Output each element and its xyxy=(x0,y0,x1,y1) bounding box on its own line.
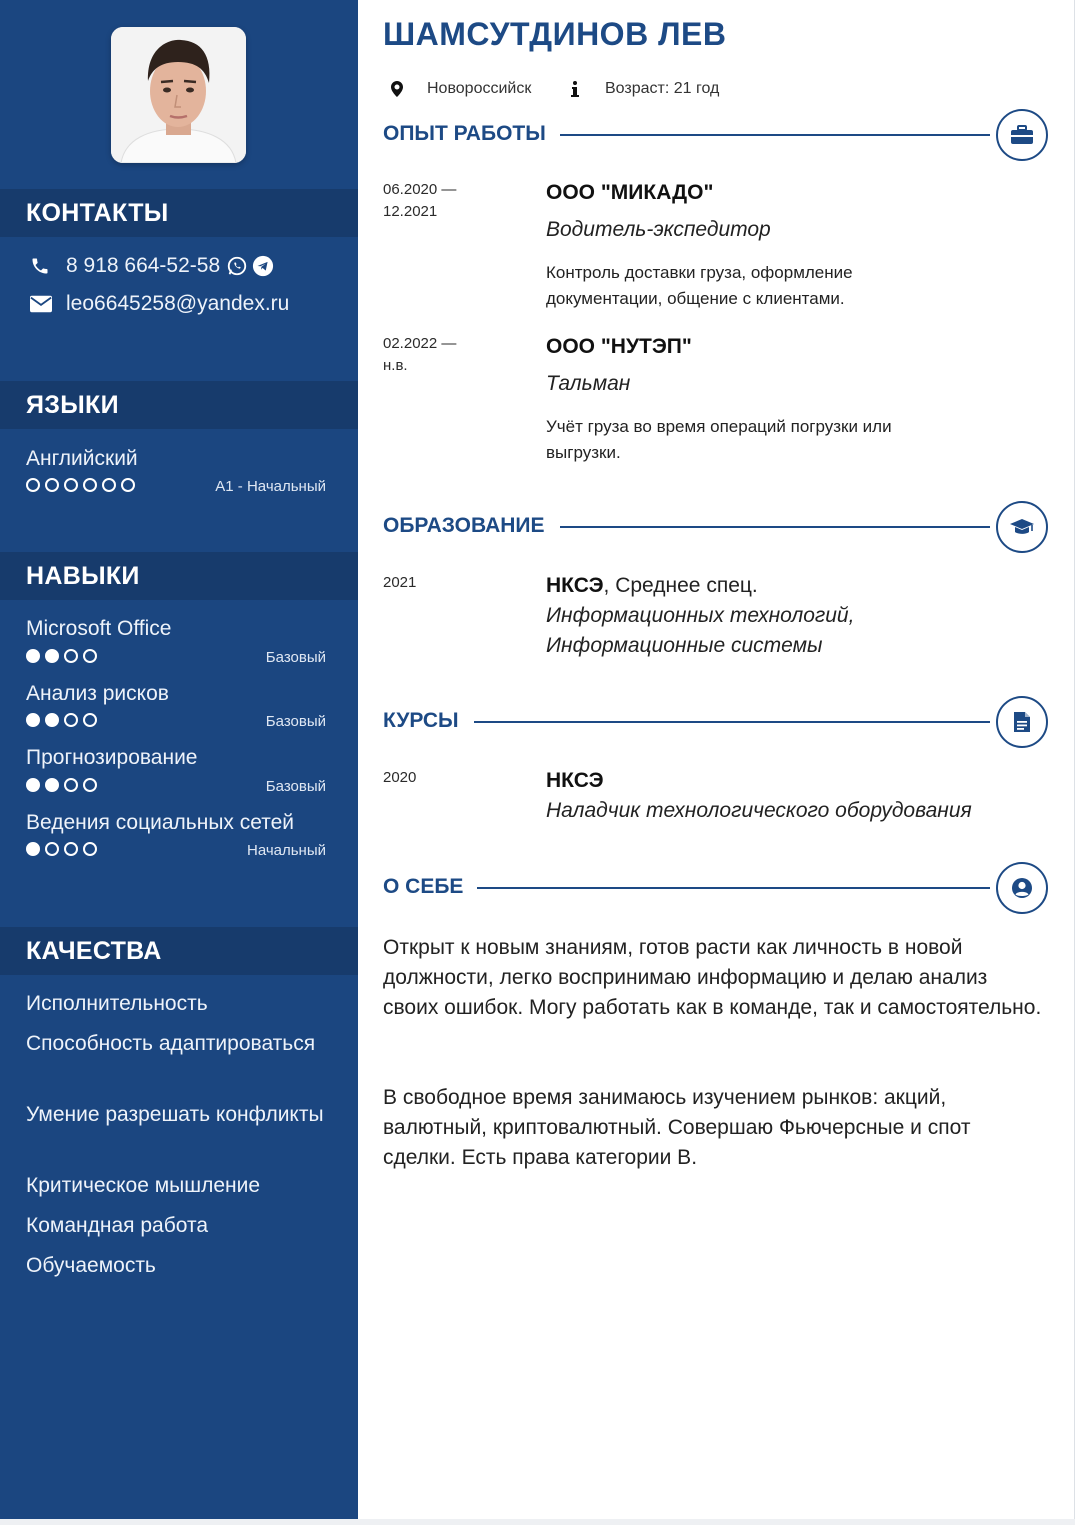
course-year: 2020 xyxy=(383,769,417,786)
skill-level: Базовый xyxy=(265,713,326,730)
section-divider xyxy=(474,721,990,723)
language-name: Английский xyxy=(26,447,138,470)
envelope-icon xyxy=(30,295,66,313)
languages-header xyxy=(0,381,358,429)
rating-dot-empty xyxy=(64,778,78,792)
email-row xyxy=(30,292,289,316)
rating-dot-empty xyxy=(64,713,78,727)
rating-dot-empty xyxy=(45,478,59,492)
graduation-cap-icon xyxy=(996,501,1048,553)
rating-dot-empty xyxy=(102,478,116,492)
candidate-name: ШАМСУТДИНОВ ЛЕВ xyxy=(383,16,727,52)
contacts-title: КОНТАКТЫ xyxy=(26,198,169,227)
email-address[interactable]: leo6645258@yandex.ru xyxy=(66,292,290,315)
about-title: О СЕБЕ xyxy=(383,875,477,899)
experience-date: 02.2022 — н.в. xyxy=(383,335,457,374)
skill-name: Microsoft Office xyxy=(26,617,172,640)
phone-number[interactable]: 8 918 664-52-58 xyxy=(66,254,221,277)
education-year: 2021 xyxy=(383,574,417,591)
info-icon xyxy=(571,81,605,97)
whatsapp-icon[interactable] xyxy=(226,255,248,277)
rating-dot-empty xyxy=(64,842,78,856)
experience-description: Учёт груза во время операций погрузки или выгрузки. xyxy=(546,417,892,462)
rating-dot-empty xyxy=(83,649,97,663)
contacts-header xyxy=(0,189,358,237)
document-icon xyxy=(996,696,1048,748)
age-row xyxy=(571,80,719,98)
rating-dot-filled xyxy=(26,649,40,663)
skills-title: НАВЫКИ xyxy=(26,561,140,590)
skill-name: Ведения социальных сетей xyxy=(26,811,295,834)
rating-dot-filled xyxy=(45,649,59,663)
skill-level: Базовый xyxy=(265,649,326,666)
experience-description: Контроль доставки груза, оформление документации, общение с клиентами. xyxy=(546,263,853,308)
rating-dot-empty xyxy=(64,478,78,492)
section-divider xyxy=(560,134,990,136)
rating-dot-empty xyxy=(83,842,97,856)
map-pin-icon xyxy=(391,81,427,97)
user-circle-icon xyxy=(996,862,1048,914)
rating-dot-empty xyxy=(121,478,135,492)
quality-item: Командная работа xyxy=(26,1214,209,1237)
skill-level: Начальный xyxy=(246,842,326,859)
phone-row xyxy=(30,254,274,278)
section-divider xyxy=(474,887,990,889)
rating-dot-empty xyxy=(83,478,97,492)
quality-item: Обучаемость xyxy=(26,1254,156,1277)
skill-level: Базовый xyxy=(265,778,326,795)
quality-item: Исполнительность xyxy=(26,992,208,1015)
rating-dot-empty xyxy=(45,842,59,856)
section-divider xyxy=(560,526,990,528)
profile-photo xyxy=(111,27,246,163)
rating-dot-empty xyxy=(26,478,40,492)
rating-dot-filled xyxy=(26,778,40,792)
experience-position: Водитель-экспедитор xyxy=(546,218,771,241)
skill-dots xyxy=(26,713,97,727)
skills-header xyxy=(0,552,358,600)
phone-icon xyxy=(30,256,66,276)
experience-position: Тальман xyxy=(546,372,631,395)
skill-name: Прогнозирование xyxy=(26,746,198,769)
sidebar xyxy=(0,0,358,1519)
course-institution: НКСЭ xyxy=(546,769,604,792)
course-name: Наладчик технологического оборудования xyxy=(546,799,972,822)
skill-dots xyxy=(26,649,97,663)
rating-dot-empty xyxy=(83,778,97,792)
qualities-header xyxy=(0,927,358,975)
language-level: A1 - Начальный xyxy=(215,478,326,495)
rating-dot-filled xyxy=(45,778,59,792)
about-paragraph: Открыт к новым знаниям, готов расти как личность в новой должности, легко воспринимаю информацию и делаю анализ своих ошибок. Могу работать как в команде, так и самостоятельно. xyxy=(383,936,1042,1019)
education-level: , Среднее спец. xyxy=(603,574,758,597)
quality-item: Критическое мышление xyxy=(26,1174,261,1197)
skill-dots xyxy=(26,778,97,792)
education-title: ОБРАЗОВАНИЕ xyxy=(383,514,559,538)
languages-title: ЯЗЫКИ xyxy=(26,390,119,419)
briefcase-icon xyxy=(996,109,1048,161)
telegram-icon[interactable] xyxy=(252,255,274,277)
rating-dot-filled xyxy=(45,713,59,727)
language-dots xyxy=(26,478,135,492)
rating-dot-empty xyxy=(64,649,78,663)
skill-name: Анализ рисков xyxy=(26,682,169,705)
rating-dot-empty xyxy=(83,713,97,727)
experience-company: ООО "МИКАДО" xyxy=(546,181,714,204)
courses-title: КУРСЫ xyxy=(383,709,473,733)
rating-dot-filled xyxy=(26,713,40,727)
skill-dots xyxy=(26,842,97,856)
experience-company: ООО "НУТЭП" xyxy=(546,335,692,358)
city: Новороссийск xyxy=(427,80,532,97)
quality-item: Умение разрешать конфликты xyxy=(26,1103,324,1126)
education-institution: НКСЭ xyxy=(546,574,604,597)
experience-title: ОПЫТ РАБОТЫ xyxy=(383,122,560,146)
location-row xyxy=(391,80,531,98)
education-institution-line xyxy=(546,574,758,598)
experience-date: 06.2020 — 12.2021 xyxy=(383,181,457,220)
about-paragraph: В свободное время занимаюсь изучением рынков: акций, валютный, криптовалютный. Совершаю Фьючерсные и спот сделки. Есть права категории B. xyxy=(383,1086,971,1169)
education-faculty: Информационных технологий, xyxy=(546,604,855,627)
quality-item: Способность адаптироваться xyxy=(26,1032,316,1055)
rating-dot-filled xyxy=(26,842,40,856)
qualities-title: КАЧЕСТВА xyxy=(26,936,162,965)
age: Возраст: 21 год xyxy=(605,80,720,97)
education-specialty: Информационные системы xyxy=(546,634,823,657)
